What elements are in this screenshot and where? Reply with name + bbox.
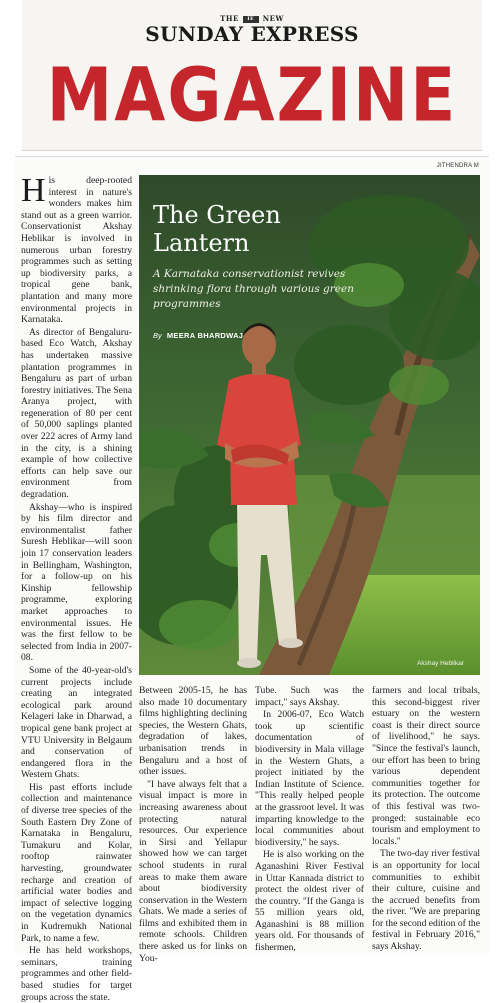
article-column-2 xyxy=(139,685,247,964)
paragraph: "I have always felt that a visual impact is more in increasing awareness about protecting natural resources. Our experience in Sirsi and Yellapur showed how we can target school students in rural areas to make them aware about biodiversity conservation in the Western Ghats. We made a series of films and exhibited them in remote schools. Children there asked us for links on You- xyxy=(139,778,247,964)
byline-prefix: By xyxy=(153,331,162,340)
byline xyxy=(153,331,243,340)
masthead xyxy=(22,0,482,151)
author-name: MEERA BHARDWAJ xyxy=(166,331,244,340)
paragraph: In 2006-07, Eco Watch took up scientific documentation of biodiversity in Mala village in the Western Ghats, a project initiated by the Indian Institute of Science. "This really helped people at the grassroot level. It was imparting knowledge to the local communities about biodiversity," he says. xyxy=(255,709,364,848)
paragraph: His past efforts include collection and maintenance of diverse tree species of the South Eastern Dry Zone of Karnataka in Bengaluru, Tumakuru and Kolar, rooftop rainwater harvesting, groundwater recharge and creation of artificial water bodies and impact of selective logging on the vegetation dynamics in Kudremukh National Park, to name a few. xyxy=(21,781,132,944)
drop-cap: H xyxy=(21,172,46,209)
feature-photo xyxy=(139,175,480,675)
article-standfirst: A Karnataka conservationist revives shrinking flora through various green programmes xyxy=(153,268,354,310)
newspaper-logo-icon: IE xyxy=(243,16,259,23)
section-title: MAGAZINE xyxy=(46,52,458,139)
paragraph: farmers and local tribals, this second-biggest river estuary on the western coast is their direct source of livelihood," he says. "Since the festival's launch, our effort has been to bring various dependent communities together for its protection. The outcome of this festival was two-pronged: sustainable eco tourism and employment to locals." xyxy=(372,685,480,847)
photo-caption: Akshay Heblikar xyxy=(417,660,464,667)
paragraph: Between 2005-15, he has also made 10 documentary films highlighting declining species, the Western Ghats, degradation of lakes, urbanisation trends in Bengaluru and a host of other issues. xyxy=(139,685,247,778)
headline-line-2: Lantern xyxy=(153,229,250,257)
paragraph: Tube. Such was the impact," says Akshay. xyxy=(255,685,364,708)
paragraph: Akshay—who is inspired by his film director and environmentalist father Suresh Heblikar—will soon join 17 conservation leaders in Bellingham, Washington, for a follow-up on his Kinship fellowship programme, exploring market approaches to environmental issues. He was the first fellow to be selected from India in 2007-08. xyxy=(21,501,132,664)
article xyxy=(15,156,489,1003)
photo-credit: JITHENDRA M xyxy=(436,163,479,169)
paragraph: As director of Bengaluru-based Eco Watch, Akshay has undertaken massive plantation programmes in Bengaluru as part of urban forestry initiatives. The Sena Aranya project, with regeneration of 80 per cent of 50,000 saplings planted over 222 acres of Army land in the city, is a shining example of how collective efforts can help save our environment from degradation. xyxy=(21,326,132,501)
article-headline xyxy=(153,201,281,257)
paragraph: The two-day river festival is an opportunity for local communities to exhibit their culture, cuisine and the accrued benefits from the river. "We are preparing for the second edition of the festival in February 2016," says Akshay. xyxy=(372,848,480,953)
paragraph: He is also working on the Aganashini River Festival in Uttar Kannada district to protect the oldest river of the country. "If the Ganga is 55 million years old, Aganashini is 88 million years old. For thousands of fishermen, xyxy=(255,849,364,954)
headline-line-1: The Green xyxy=(153,201,281,229)
publication-name: SUNDAY EXPRESS xyxy=(145,22,359,46)
article-column-4 xyxy=(372,685,480,953)
article-column-1 xyxy=(21,172,132,1003)
the-label: THE xyxy=(220,14,239,23)
paragraph: His deep-rooted interest in nature's wonders makes him stand out as a green warrior. Conservationist Akshay Heblikar is involved in numerous urban forestry programmes such as setting up biodiversity parks, a tropical gene bank, plantation and many more environmental projects in Karnataka. xyxy=(21,172,132,326)
paragraph: He has held workshops, seminars, training programmes and other field-based studies for target groups across the state. xyxy=(21,945,132,1003)
article-column-3 xyxy=(255,685,364,954)
new-label: NEW xyxy=(262,14,284,23)
paragraph: Some of the 40-year-old's current projects include creating an integrated ecological park around Kelageri lake in Dharwad, a tropical gene bank project at VTU University in Belgaum and conservation of endangered flora in the Western Ghats. xyxy=(21,664,132,781)
